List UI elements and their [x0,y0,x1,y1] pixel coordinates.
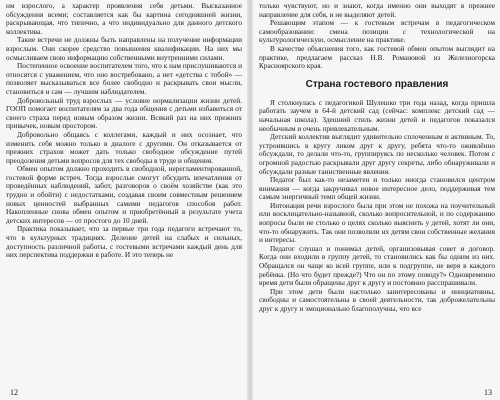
paragraph: В качестве объяснения того, как гостевой обмен опытом выглядит на практике, предлагаем рассказ Н.В. Романовой из Железногорска Красноярского края. [259,43,495,71]
paragraph: Такие встречи не должны быть направлены на получение информации взрослым. Они скорее средство повышения квалификации. На них мы осмысливаем свою информацию собственными внутренними силами. [6,35,242,62]
paragraph: нм взрослого, а характер проявления себя детьми. Высказанное обсуждения всеми; составляется как бы картина сегодняшней жизни, раскрывающая, что типично, а что индивидуально для данного детского коллектива. [6,2,242,36]
left-page [6,2,242,398]
paragraph: При этом дети были настолько заинтересованы и инициативны, свободны и самостоятельны в своей деятельности, так доброжелательны друг к другу и эмоционально благополучны, что все [259,286,495,313]
section-title: Страна гостевого правления [305,78,449,90]
paragraph: Решающим этапом — к гостевым встречам в педагогическом самообразовании: смена позиции с технологической на культурологическую, осмысление на практике. [259,18,495,45]
paragraph: Добровольный труд взрослых — условие нормализации жизни детей. ГООП помогает воспитателям за два года общения с детьми избавиться от своего страха перед новым образом жизни. Всякий раз на них прежних привычек, новым простором. [6,95,242,131]
paragraph: Педагог был как-то незаметен и только иногда становился центром внимания — когда закручивал новое интересное дело, поддерживая тем самым энергичный темп общей жизни. [259,175,495,202]
book-gutter [247,0,253,400]
page-number-left: 12 [10,388,18,397]
paragraph: Интонация речи взрослого была при этом не похожа на поучительный или восклицательно-назывной, сколько вопросительной, и по содержанию вопросы были не столько о целях сколько выяснить у детей, хотят ли они, что-то обнаружить. Так они позволяли их детям свои собственные желания и интересы. [259,200,495,245]
paragraph: Добровольно общаясь с коллегами, каждый и них осознает, что изменить себя можно только в диалоге с другими. Он отказывается от прежних страхов может дать только свободное обсуждение путей преодоления детьми вопросов для тех свободы в труде и общения. [6,129,242,165]
paragraph: Я столкнулась с педагогикой Шулешко три года назад, когда пришла работать заучем в 64-й детский сад (сейчас: комплекс детский сад — начальная школа). Здешний стиль жизни детей и педагогов показался необычным и очень привлекательным. [259,97,495,133]
paragraph: Постепенное освоение воспитателем того, что к нам прислушиваются и относятся с уважением, что оно востребовано, а нет «детства с тобой» — позволяет высказываться все более свободно и раскрывать свои мысли, становиться и сам — лучшим наблюдателем. [6,61,242,96]
paragraph: Практика показывает, что за первые три года педагоги встречают то, что в культурных традициях. Деление детей на слабых и сильных, доступность различной работы, с гостевыми встречами каждый день для них перспектива поддержки в работе. И это теперь не [6,224,242,260]
paragraph: Педагог слушал и понимал детей, организовывая совет и договор. Когда они входили в группу детей, то становились как бы одним из них. Обращался он чаще ко всей группе, или к подгруппе, не веря в каждого ребёнка. (Но что будет прежде?) Что он по этому поводу?» Одновременно время дети были обращены друг к другу и постоянно расспрашивали. [259,243,495,288]
right-page [259,2,495,398]
page-number-right: 13 [484,388,492,397]
paragraph: только чувствуют, но и знают, когда именно они выходят в прежнее направление для себя, и не выделяют детей. [259,2,495,19]
paragraph: Детский коллектив выглядит удивительно сплоченным и активным. То, устроившись в кругу ликом друг к другу, ребята что-то оживлённо обсуждали, то делали что-то, группируясь по несколько человек. Потом с огромной радостью раскрывали друг другу секреты, либо обнаруживали и обсуждали разные таинственные явления. [259,132,495,176]
paragraph: Обмен опытом должно проходить в свободной, нерегламентированной, гостевой форме встреч. Тогда взрослые смогут обсудить впечатления от проведённых наблюдений, забот, разговоров о своём хозяйстве (как это трудно и обойти) с недостатками, создавая своим совместным решением новых ценностей выбранных самими педагогов способов работ. Накопленные снова обмен опытом и приобретённый в результате учета детских интересов — от простого до 10 дней. [6,164,242,225]
